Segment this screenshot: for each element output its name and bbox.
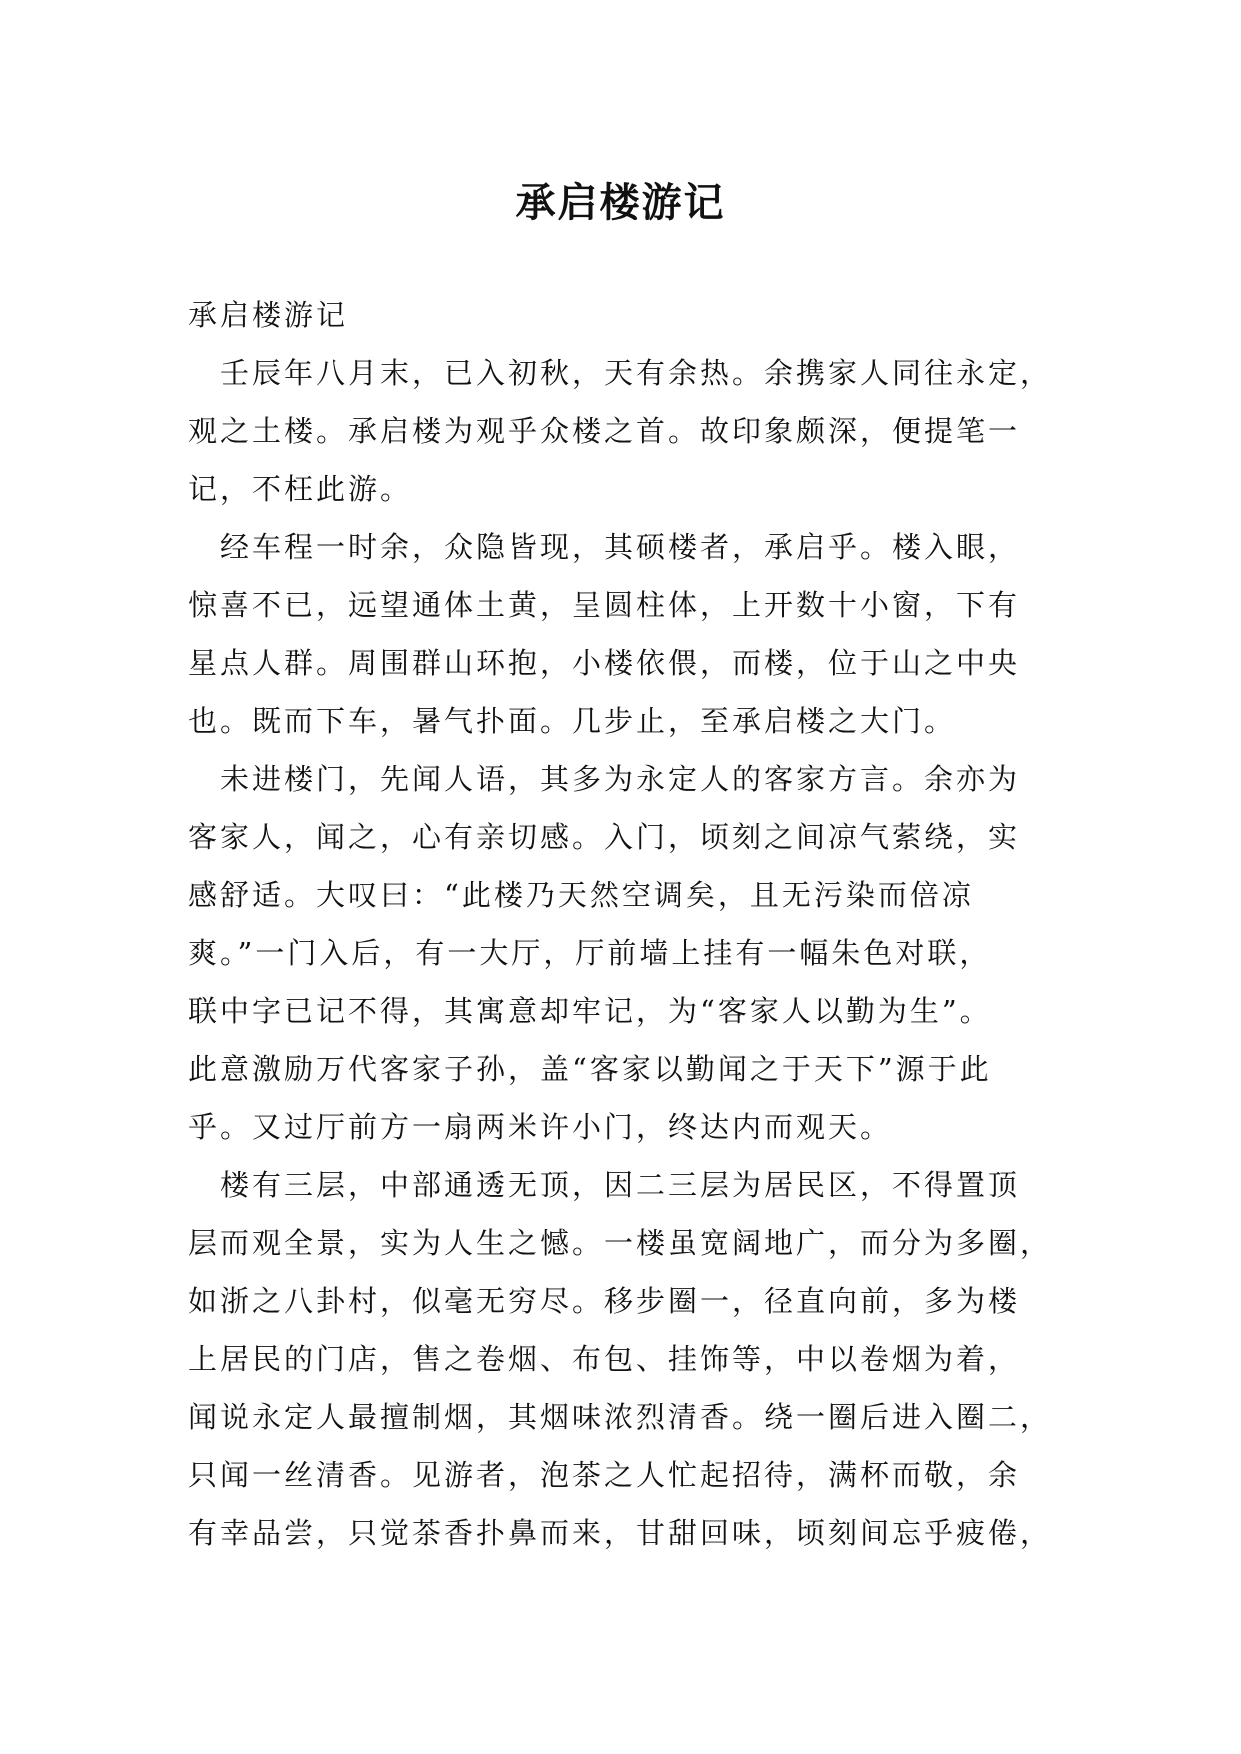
paragraph-line: 乎。又过厅前方一扇两米许小门，终达内而观天。 <box>188 1110 893 1144</box>
paragraph-line: 上居民的门店，售之卷烟、布包、挂饰等，中以卷烟为着， <box>188 1342 1021 1376</box>
paragraph-line: 层而观全景，实为人生之憾。一楼虽宽阔地广，而分为多圈， <box>188 1226 1053 1260</box>
paragraph-3 <box>188 750 1068 1156</box>
essay-subtitle: 承启楼游记 <box>188 298 349 332</box>
paragraph-line: 联中字已记不得，其寓意却牢记，为“客家人以勤为生”。 <box>188 994 992 1028</box>
paragraph-line: 只闻一丝清香。见游者，泡茶之人忙起招待，满杯而敬，余 <box>188 1458 1021 1492</box>
paragraph-line: 感舒适。大叹曰：“此楼乃天然空调矣，且无污染而倍凉 <box>188 878 974 912</box>
paragraph-line: 如浙之八卦村，似毫无穷尽。移步圈一，径直向前，多为楼 <box>188 1284 1021 1318</box>
paragraph-1 <box>188 344 1068 518</box>
document-title: 承启楼游记 <box>515 178 726 226</box>
paragraph-line: 爽。”一门入后，有一大厅，厅前墙上挂有一幅朱色对联， <box>188 936 992 970</box>
paragraph-line: 闻说永定人最擅制烟，其烟味浓烈清香。绕一圈后进入圈二， <box>188 1400 1053 1434</box>
paragraph-2 <box>188 518 1068 750</box>
paragraph-line: 星点人群。周围群山环抱，小楼依偎，而楼，位于山之中央 <box>188 646 1021 680</box>
paragraph-line: 客家人，闻之，心有亲切感。入门，顷刻之间凉气萦绕，实 <box>188 820 1021 854</box>
paragraph-line: 经车程一时余，众隐皆现，其硕楼者，承启乎。楼入眼， <box>220 530 1021 564</box>
paragraph-4 <box>188 1156 1068 1562</box>
paragraph-line: 此意激励万代客家子孙，盖“客家以勤闻之于天下”源于此 <box>188 1052 992 1086</box>
paragraph-line: 也。既而下车，暑气扑面。几步止，至承启楼之大门。 <box>188 704 957 738</box>
paragraph-line: 观之土楼。承启楼为观乎众楼之首。故印象颇深，便提笔一 <box>188 414 1021 448</box>
document-body <box>188 286 1068 1562</box>
paragraph-line: 楼有三层，中部通透无顶，因二三层为居民区，不得置顶 <box>220 1168 1021 1202</box>
paragraph-line: 有幸品尝，只觉茶香扑鼻而来，甘甜回味，顷刻间忘乎疲倦， <box>188 1516 1053 1550</box>
paragraph-line: 记，不枉此游。 <box>188 472 413 506</box>
paragraph-line: 未进楼门，先闻人语，其多为永定人的客家方言。余亦为 <box>220 762 1021 796</box>
paragraph-line: 惊喜不已，远望通体土黄，呈圆柱体，上开数十小窗，下有 <box>188 588 1021 622</box>
paragraph-line: 壬辰年八月末，已入初秋，天有余热。余携家人同往永定， <box>220 356 1053 390</box>
